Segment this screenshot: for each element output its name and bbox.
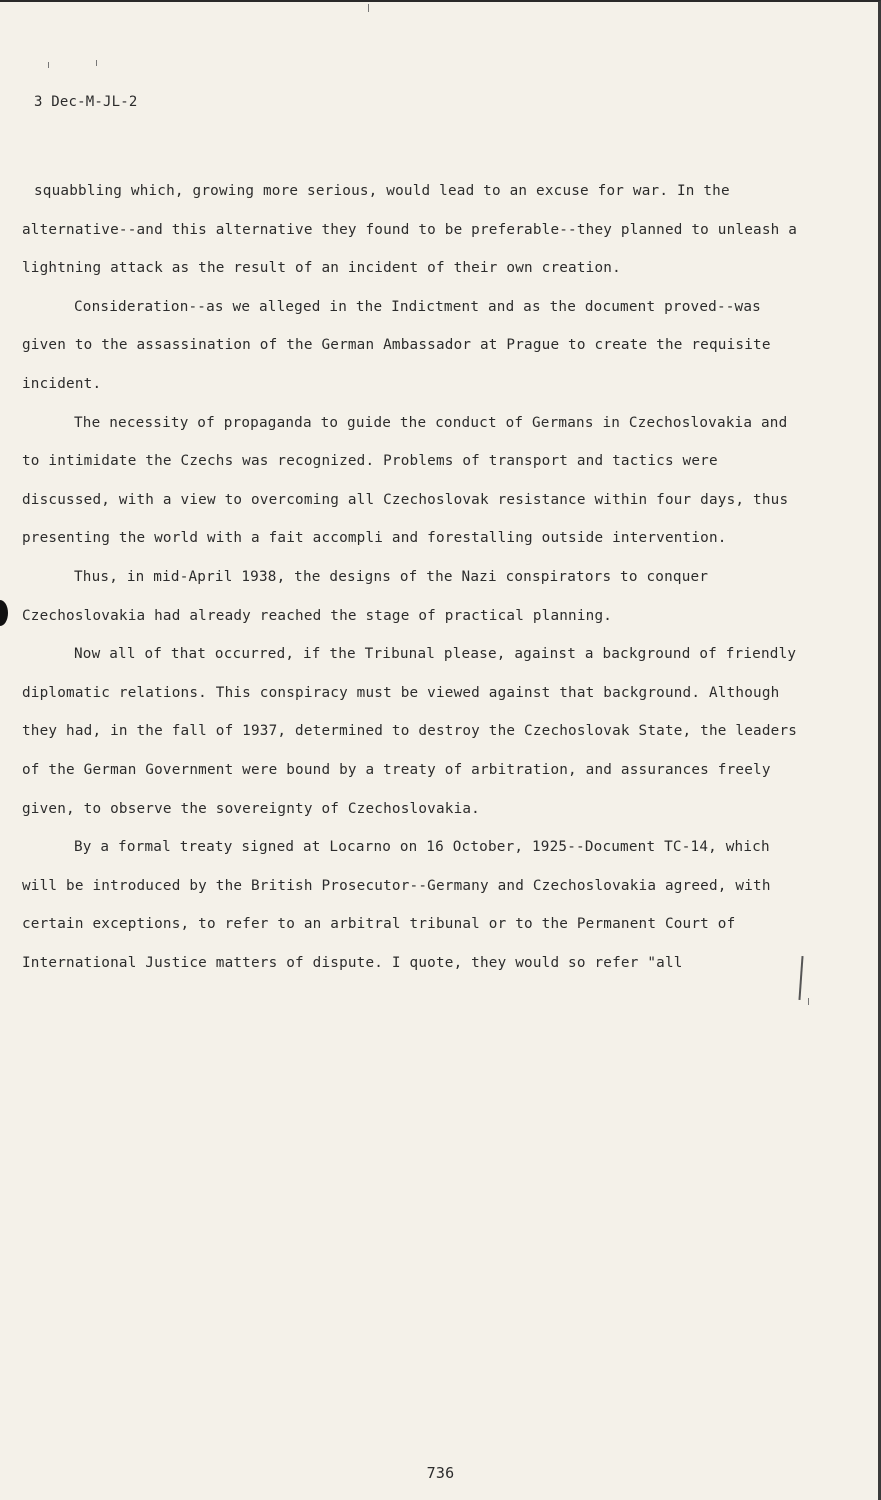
- paragraph-5: Now all of that occurred, if the Tribunal please, against a background of friendly diplomatic relations. This conspiracy must be viewed against that background. Although they had, in the fall of 1937, determined to destroy the Czechoslovak State, the leaders of the German Government were bound by a treaty of arbitration, and assurances freely given, to observe the sovereignty of Czechoslovakia.: [22, 646, 798, 817]
- paragraph-4: Thus, in mid-April 1938, the designs of the Nazi conspirators to conquer Czechoslovakia had already reached the stage of practical planning.: [22, 568, 709, 624]
- document-body: [22, 172, 802, 982]
- scan-mark: [48, 62, 49, 68]
- paragraph-1: squabbling which, growing more serious, would lead to an excuse for war. In the alternative--and this alternative they found to be preferable--they planned to unleash a lightning attack as the result of an incident of their own creation.: [22, 183, 798, 277]
- scan-mark: [368, 4, 369, 12]
- paragraph-6: By a formal treaty signed at Locarno on 16 October, 1925--Document TC-14, which will be introduced by the British Prosecutor--Germany and Czechoslovakia agreed, with certain exceptions, to refer to an arbitral tribunal or to the Permanent Court of International Justice matters of dispute. I quote, they would so refer "all: [22, 839, 771, 971]
- scan-mark: [808, 998, 809, 1005]
- binding-hole: [0, 600, 8, 626]
- scan-mark: [96, 60, 97, 66]
- paragraph-2: Consideration--as we alleged in the Indictment and as the document proved--was given to the assassination of the German Ambassador at Prague to create the requisite incident.: [22, 298, 771, 392]
- paragraph-3: The necessity of propaganda to guide the conduct of Germans in Czechoslovakia and to intimidate the Czechs was recognized. Problems of transport and tactics were discussed, with a view to overcoming all Czechoslovak resistance within four days, thus presenting the world with a fait accompli and forestalling outside intervention.: [22, 414, 789, 547]
- document-reference: 3 Dec-M-JL-2: [34, 94, 138, 110]
- page-number: 736: [426, 1464, 455, 1482]
